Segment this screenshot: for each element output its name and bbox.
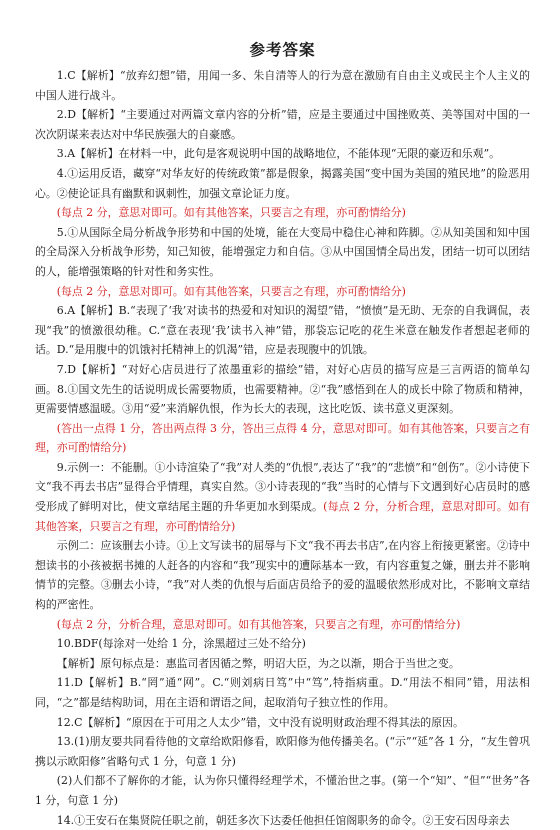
scoring-note-5: (每点 2 分，意思对即可。如有其他答案，只要言之有理，亦可酌情给分) — [56, 284, 406, 298]
answer-paragraph-11: 11.D【解析】B.“罔”通“网”。C.“则刘病日笃”中“笃”,特指病重。D.“用法不相同”错，用法相同，“之”都是结构助词，用在主语和谓语之间，起取消句子独立性的作用。 — [35, 676, 530, 709]
answer-paragraph-4: 4.①运用反语，藏穿“对华友好的传统政策”都是假象，揭露美国“变中国为美国的殖民地”的险恶用心。②使论证具有幽默和讽刺性，加强文章论证力度。 — [35, 166, 530, 200]
answer-paragraph-9-example-1: 9.示例一：不能删。①小诗渲染了“我”对人类的“仇恨”,表达了“我”的“悲愤”和“创伤”。②小诗使下文“我不再去书店”显得合乎情理，真实自然。③小诗表现的“我”当时的心情与下文遇到好心店员时的感受形成了鲜明对比，使文章结尾主题的升华更加水到渠成。(每点 2 分，分析合理，意思对即可。如有其他答案，只要言之有理，亦可酌情给分) — [35, 460, 530, 533]
answer-paragraph-9-example-2: 示例二：应该删去小诗。①上文写读书的屈辱与下文“我不再去书店”,在内容上衔接更紧密。②诗中想读书的小孩被据书摊的人赶各的内容和“我”现实中的遭际基本一致，有内容重复之嫌，删去并不影响情节的完整。③删去小诗，“我”对人类的仇恨与后面店员给予的爱的温暖依然形成对比，不影响文章结构的严密性。 — [35, 539, 530, 612]
answer-paragraph-10: 10.BDF(每涂对一处给 1 分，涂黑超过三处不给分) — [56, 637, 306, 651]
answer-paragraph-14: 14.①王安石在集贤院任职之前，朝廷多次下达委任他担任馆阁职务的命令。②王安石因母亲去 — [56, 813, 510, 827]
answer-paragraph-13-2: (2)人们都不了解你的才能，认为你只懂得经理学术，不懂治世之事。(第一个“知”、“但”“世务”各 1 分，句意 1 分) — [35, 774, 530, 807]
page-title: 参考答案 — [249, 41, 316, 59]
answer-paragraph-12: 12.C【解析】“原因在于可用之人太少”错，文中没有说明财政治理不得其法的原因。 — [56, 715, 464, 729]
scoring-note-8: (答出一点得 1 分，答出两点得 3 分，答出三点得 4 分，意思对即可。如有其他答案，只要言之有理，亦可酌情给分) — [35, 421, 530, 455]
answer-paragraph-2: 2.D【解析】“主要通过对两篇文章内容的分析”错，应是主要通过中国挫败英、美等国对中国的一次次阴谋来表达对中华民族强大的自豪感。 — [35, 108, 530, 141]
answer-paragraph-7-8: 7.D【解析】“对好心店员进行了浓墨重彩的描绘”错，对好心店员的描写应是三言两语的简单勾画。8.①国文先生的话说明成长需要物质，也需要精神。②“我”感悟到在人的成长中除了物质和精神，更需要情感温暖。③用“爱”来消解仇恨，作为长大的表现，这比吃饭、读书意义更深刻。 — [35, 362, 530, 416]
answer-paragraph-5: 5.①从国际全局分析战争形势和中国的处境，能在大变局中稳住心神和阵脚。②从知美国和知中国的全局深入分析战争形势，知己知彼，能增强定力和自信。③从中国国情全局出发，团结一切可以团结的人，能增强策略的针对性和务实性。 — [35, 225, 530, 278]
answer-paragraph-10-analysis: 【解析】原句标点是：惠监司者因循之弊，明诏大臣，为之以渐，期合于当世之变。 — [56, 656, 460, 670]
answer-paragraph-13-1: 13.(1)朋友要共同看待他的文章给欧阳修看，欧阳修为他传播美名。(“示”“延”各 1 分，“友生曾巩携以示欧阳修”省略句式 1 分，句意 1 分) — [35, 735, 530, 768]
scoring-note-9-inline: (每点 2 分，分析合理，意思对即可。如有其他答案，只要言之有理，亦可酌情给分) — [35, 500, 530, 533]
answer-paragraph-6: 6.A【解析】B.“表现了‘我’对读书的热爱和对知识的渴望”错，“愤愤”是无助、无奈的自我调侃，表现“我”的愤激很幼稚。C.“意在表现‘我’读书入神”错，那袋忘记吃的花生米意在触发作者想起老师的话。D.“是用腹中的饥饿衬托精神上的饥渴”错，应是表现腹中的饥饿。 — [35, 304, 530, 357]
answer-paragraph-3: 3.A【解析】在材料一中，此句是客观说明中国的战略地位，不能体现“无限的豪迈和乐观”。 — [56, 147, 501, 161]
answer-paragraph-1: 1.C【解析】“放弃幻想”错，用闻一多、朱自清等人的行为意在激励有自由主义或民主个人主义的中国人进行战斗。 — [35, 69, 530, 102]
scoring-note-9: (每点 2 分，分析合理，意思对即可。如有其他答案，只要言之有理，亦可酌情给分) — [56, 617, 461, 631]
scoring-note-4: (每点 2 分，意思对即可。如有其他答案，只要言之有理，亦可酌情给分) — [56, 206, 406, 220]
